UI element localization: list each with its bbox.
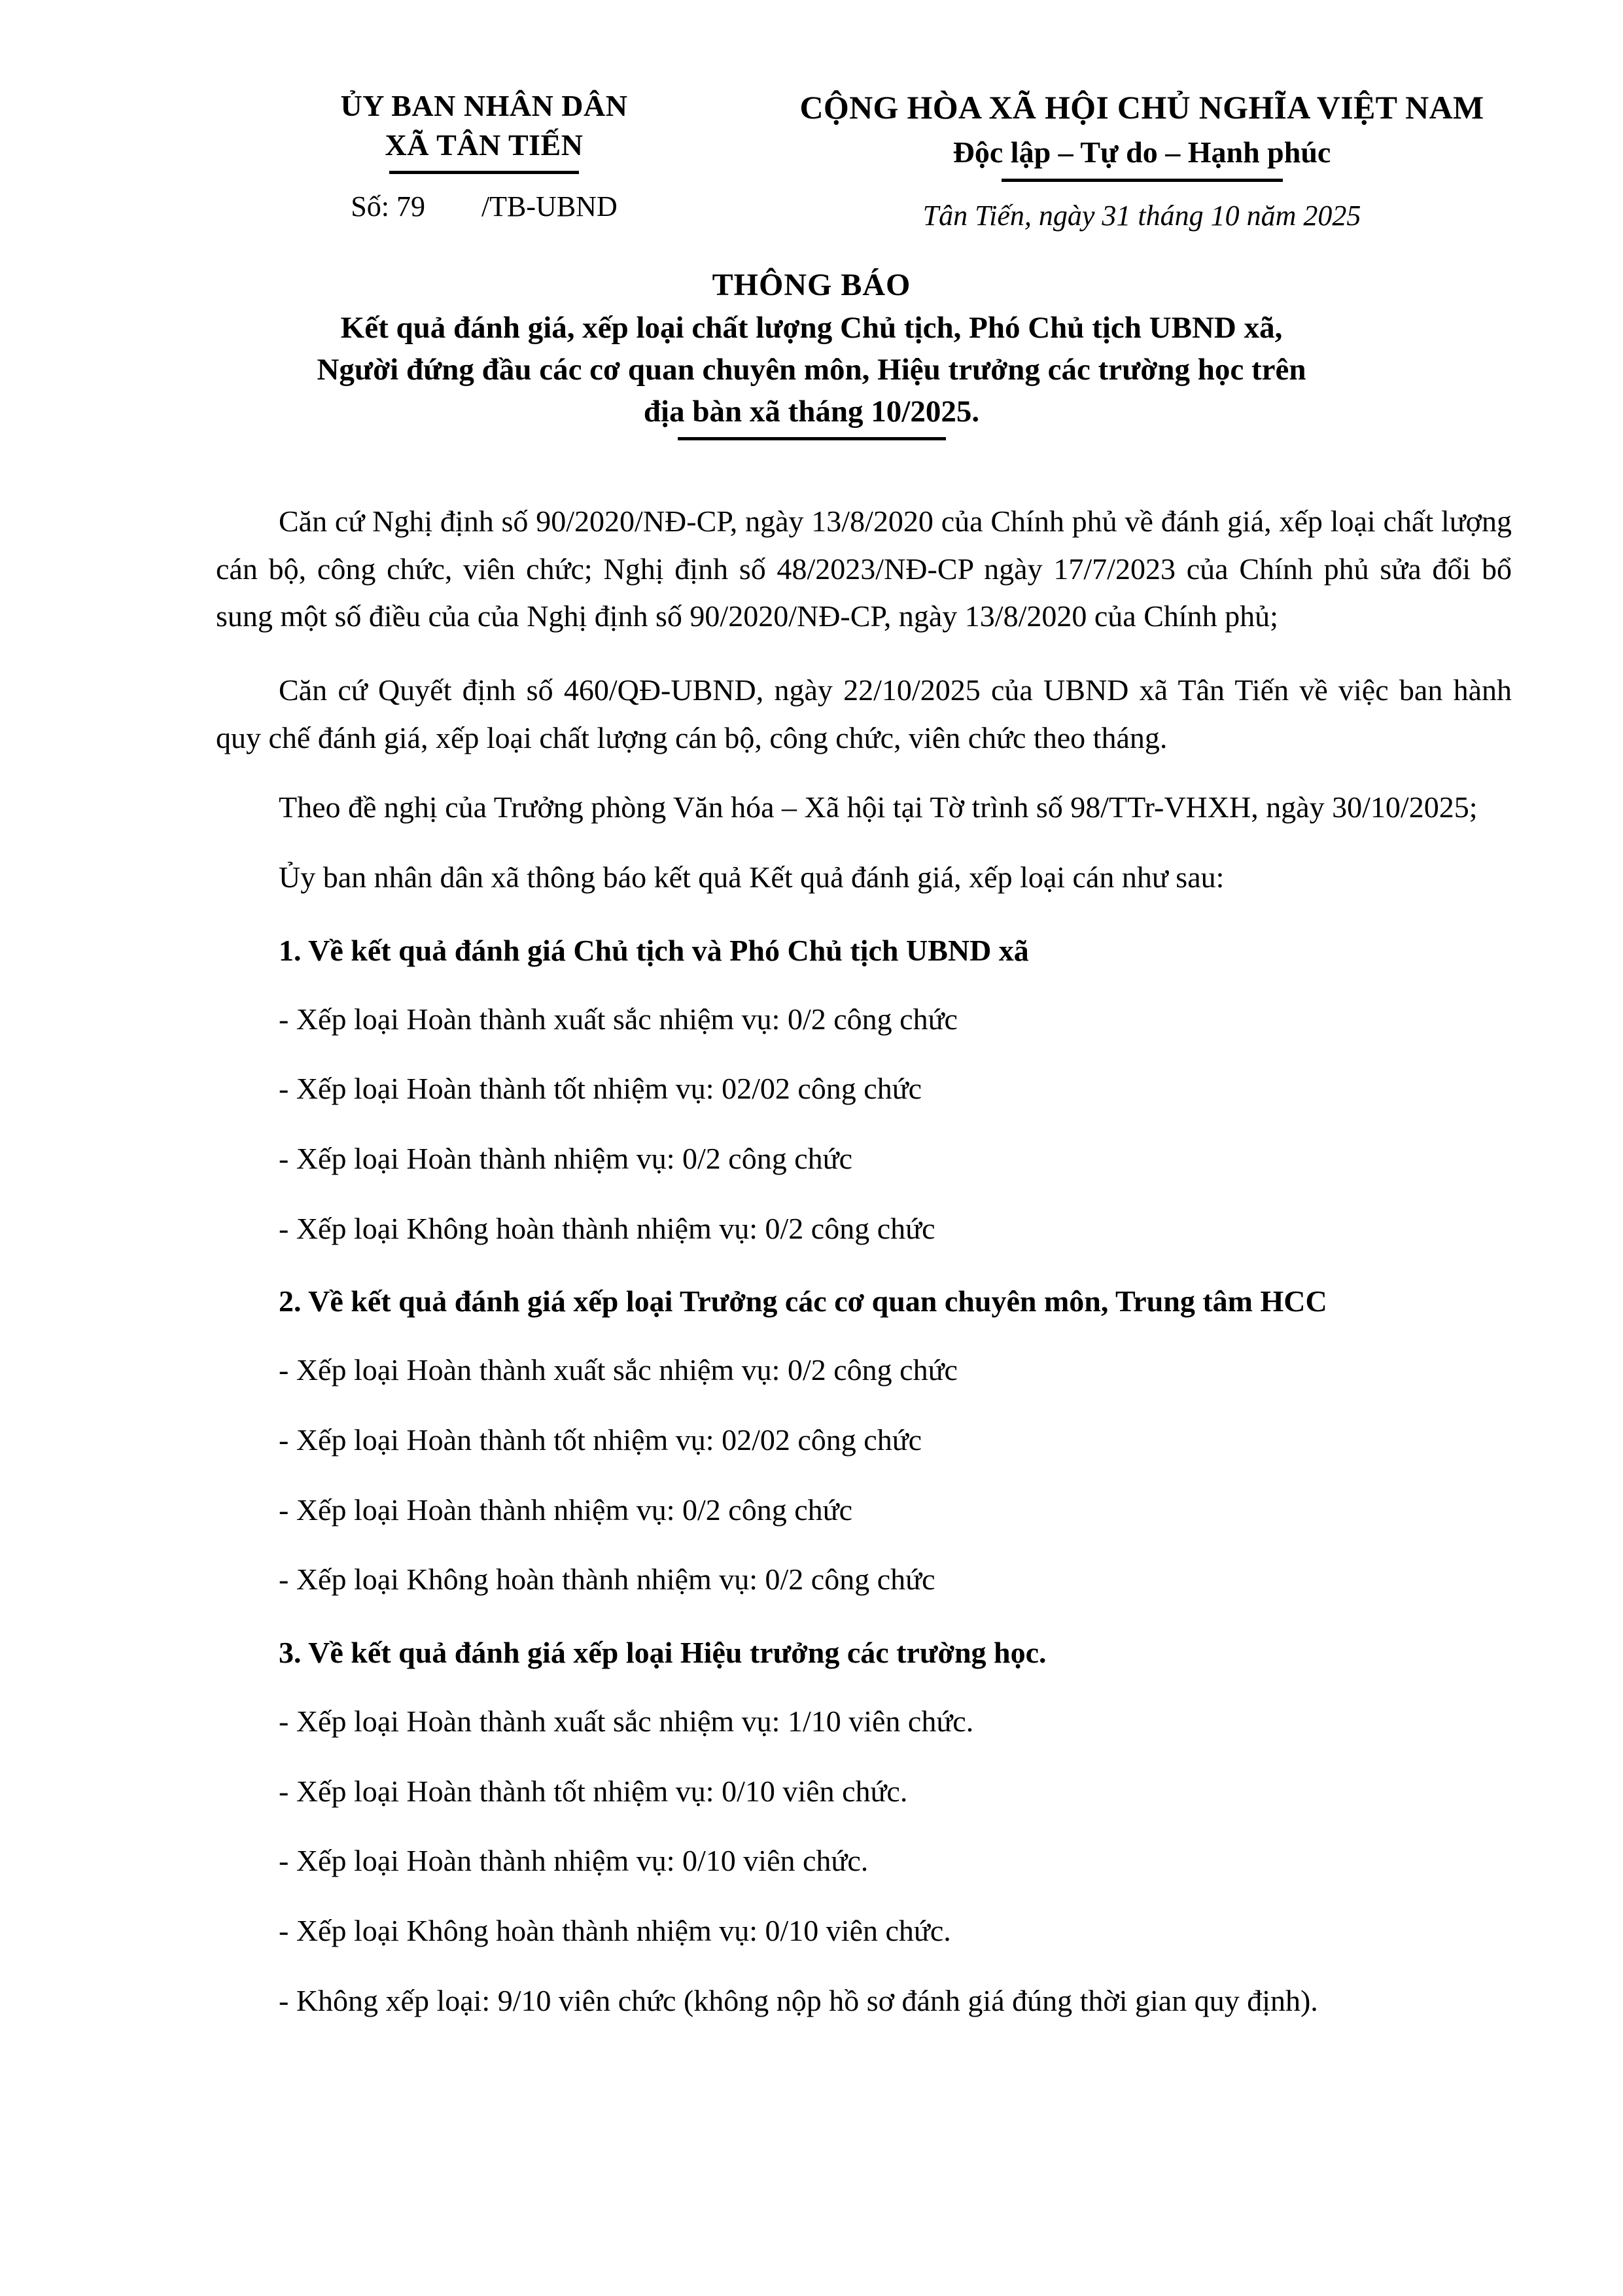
list-item: - Xếp loại Không hoàn thành nhiệm vụ: 0/2 công chức — [279, 1211, 935, 1245]
preamble-paragraph-1: Căn cứ Nghị định số 90/2020/NĐ-CP, ngày 13/8/2020 của Chính phủ về đánh giá, xếp loại chất lượng cán bộ, công chức, viên chức; Nghị định số 48/2023/NĐ-CP ngày 17/7/2023 của Chính phủ sửa đổi bổ sung một số điều của của Nghị định số 90/2020/NĐ-CP, ngày 13/8/2020 của Chính phủ; — [216, 504, 1512, 633]
document-number-label: Số: 79 — [351, 190, 425, 222]
organization-line-2: XÃ TÂN TIẾN — [385, 128, 584, 162]
section-heading-3: 3. Về kết quả đánh giá xếp loại Hiệu trưởng các trường học. — [279, 1635, 1047, 1669]
list-item: - Xếp loại Hoàn thành nhiệm vụ: 0/2 công chức — [279, 1141, 852, 1175]
national-motto-line: Độc lập – Tự do – Hạnh phúc — [952, 135, 1331, 169]
document-header — [0, 0, 1623, 232]
list-item: - Xếp loại Hoàn thành nhiệm vụ: 0/2 công chức — [279, 1492, 852, 1527]
nation-name-line: CỘNG HÒA XÃ HỘI CHỦ NGHĨA VIỆT NAM — [799, 89, 1484, 126]
announcement-lead-paragraph: Ủy ban nhân dân xã thông báo kết quả Kết quả đánh giá, xếp loại cán như sau: — [279, 860, 1225, 894]
preamble-paragraph-3: Theo đề nghị của Trưởng phòng Văn hóa – Xã hội tại Tờ trình số 98/TTr-VHXH, ngày 30/10/2025; — [279, 790, 1478, 824]
document-body — [216, 498, 1512, 2024]
preamble-paragraph-2: Căn cứ Quyết định số 460/QĐ-UBND, ngày 22/10/2025 của UBND xã Tân Tiến về việc ban hành quy chế đánh giá, xếp loại chất lượng cán bộ, công chức, viên chức theo tháng. — [216, 673, 1512, 754]
document-number-suffix: /TB-UBND — [481, 190, 618, 222]
list-item: - Xếp loại Hoàn thành xuất sắc nhiệm vụ: 0/2 công chức — [279, 1002, 958, 1036]
list-item: - Xếp loại Hoàn thành xuất sắc nhiệm vụ: 1/10 viên chức. — [279, 1704, 974, 1738]
organization-line-1: ỦY BAN NHÂN DÂN — [340, 89, 628, 122]
title-underline-rule — [678, 437, 946, 440]
list-item: - Xếp loại Hoàn thành tốt nhiệm vụ: 02/02 công chức — [279, 1422, 922, 1457]
list-item: - Xếp loại Hoàn thành xuất sắc nhiệm vụ: 0/2 công chức — [279, 1353, 958, 1387]
document-title-line-2: Người đứng đầu các cơ quan chuyên môn, Hiệu trưởng các trường học trên — [317, 353, 1306, 387]
place-and-date-line: Tân Tiến, ngày 31 tháng 10 năm 2025 — [922, 199, 1361, 232]
section-heading-1: 1. Về kết quả đánh giá Chủ tịch và Phó Chủ tịch UBND xã — [279, 933, 1029, 967]
national-heading-block — [772, 86, 1512, 232]
motto-underline-rule — [1002, 179, 1283, 182]
authority-underline-rule — [389, 171, 579, 174]
section-heading-2: 2. Về kết quả đánh giá xếp loại Trưởng các cơ quan chuyên môn, Trung tâm HCC — [279, 1284, 1327, 1318]
document-title-line-1: Kết quả đánh giá, xếp loại chất lượng Chủ tịch, Phó Chủ tịch UBND xã, — [340, 311, 1283, 345]
list-item: - Không xếp loại: 9/10 viên chức (không nộp hồ sơ đánh giá đúng thời gian quy định). — [279, 1983, 1318, 2017]
list-item: - Xếp loại Hoàn thành tốt nhiệm vụ: 02/02 công chức — [279, 1072, 922, 1106]
list-item: - Xếp loại Không hoàn thành nhiệm vụ: 0/10 viên chức. — [279, 1913, 951, 1947]
page-title — [196, 308, 1427, 433]
document-title-line-3: địa bàn xã tháng 10/2025. — [643, 395, 980, 429]
document-number-line — [196, 190, 772, 223]
list-item: - Xếp loại Không hoàn thành nhiệm vụ: 0/2 công chức — [279, 1563, 935, 1597]
list-item: - Xếp loại Hoàn thành nhiệm vụ: 0/10 viên chức. — [279, 1844, 869, 1878]
list-item: - Xếp loại Hoàn thành tốt nhiệm vụ: 0/10 viên chức. — [279, 1774, 908, 1808]
document-type-heading: THÔNG BÁO — [712, 267, 911, 302]
issuing-authority-block — [196, 86, 772, 223]
document-title-block — [0, 266, 1623, 440]
